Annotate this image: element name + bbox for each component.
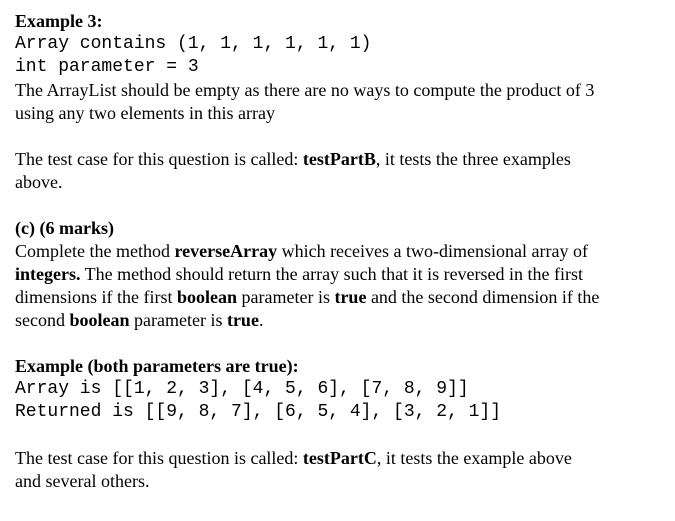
part-c-line-2 [15, 263, 670, 286]
example-both-code-line-2: Returned is [[9, 8, 7], [6, 5, 4], [3, 2, 1]] [15, 402, 502, 422]
test-c-suffix: , it tests the example above [376, 448, 572, 468]
test-part-c-line-2: and several others. [15, 471, 150, 491]
test-part-c-line-1 [15, 447, 670, 470]
method-name: reverseArray [174, 241, 278, 261]
part-c-text: The method should return the array such that it is reversed in the first [80, 264, 584, 284]
keyword-true: true [334, 287, 367, 307]
example-3-code-line-2: int parameter = 3 [15, 57, 199, 77]
test-b-suffix: , it tests the three examples [375, 149, 571, 169]
test-c-prefix: The test case for this question is called: [15, 448, 303, 468]
spacer [15, 194, 670, 217]
part-c-text: Complete the method [15, 241, 175, 261]
spacer [15, 332, 670, 355]
example-both-code-line-1: Array is [[1, 2, 3], [4, 5, 6], [7, 8, 9]] [15, 379, 469, 399]
example-3-text-line-2: using any two elements in this array [15, 103, 275, 123]
part-c-text: parameter is [237, 287, 335, 307]
part-c-line-1 [15, 240, 670, 263]
test-part-b-line-2: above. [15, 172, 63, 192]
example-3-text-line-1: The ArrayList should be empty as there are no ways to compute the product of 3 [15, 80, 595, 100]
part-c-line-3 [15, 286, 670, 309]
part-c-text: and the second dimension if the [366, 287, 600, 307]
part-c-text: which receives a two-dimensional array of [277, 241, 588, 261]
spacer [15, 424, 670, 447]
spacer [15, 125, 670, 148]
keyword-boolean: boolean [69, 310, 130, 330]
keyword-integers: integers. [15, 264, 81, 284]
keyword-boolean: boolean [176, 287, 237, 307]
example-3-heading: Example 3: [15, 11, 103, 31]
test-b-prefix: The test case for this question is called: [15, 149, 303, 169]
document-page [15, 10, 670, 493]
keyword-true: true [226, 310, 259, 330]
part-c-line-4 [15, 309, 670, 332]
part-c-text: . [258, 310, 264, 330]
part-c-heading: (c) (6 marks) [15, 218, 114, 238]
part-c-text: parameter is [129, 310, 227, 330]
example-3-code-line-1: Array contains (1, 1, 1, 1, 1, 1) [15, 34, 372, 54]
test-b-name: testPartB [302, 149, 376, 169]
test-part-b-line-1 [15, 148, 670, 171]
part-c-text: second [15, 310, 70, 330]
part-c-text: dimensions if the first [15, 287, 177, 307]
example-both-heading: Example (both parameters are true): [15, 356, 299, 376]
test-c-name: testPartC [302, 448, 377, 468]
